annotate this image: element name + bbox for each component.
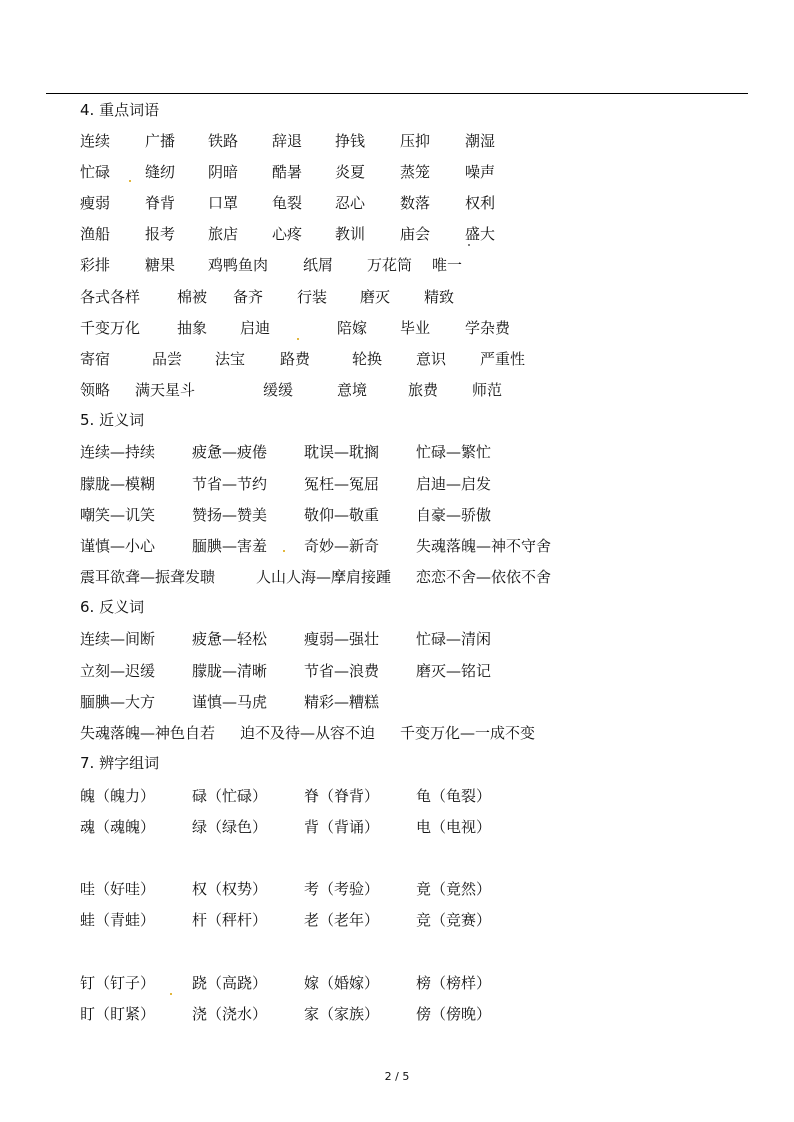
key-words-term: 潮湿 bbox=[465, 132, 496, 150]
key-words-term: 挣钱 bbox=[335, 132, 366, 150]
char-distinction-row bbox=[0, 972, 794, 994]
key-words-row bbox=[0, 223, 794, 245]
char-distinction-row bbox=[0, 816, 794, 838]
synonyms-term: 腼腆—害羞 bbox=[192, 537, 268, 555]
synonyms-term: 疲惫—疲倦 bbox=[192, 443, 268, 461]
synonyms-row bbox=[0, 473, 794, 495]
char-distinction-term: 背（背诵） bbox=[304, 818, 380, 836]
key-words-term: 旅店 bbox=[208, 225, 239, 243]
antonyms-term: 磨灭—铭记 bbox=[416, 662, 492, 680]
synonyms-term: 朦胧—模糊 bbox=[80, 475, 156, 493]
key-words-term: 轮换 bbox=[352, 350, 383, 368]
antonyms-term: 立刻—迟缓 bbox=[80, 662, 156, 680]
antonyms-term: 精彩—糟糕 bbox=[304, 693, 380, 711]
scan-speck bbox=[468, 244, 470, 246]
key-words-term: 毕业 bbox=[400, 319, 431, 337]
key-words-term: 蒸笼 bbox=[400, 163, 431, 181]
synonyms-term: 嘲笑—讥笑 bbox=[80, 506, 156, 524]
synonyms-term: 谨慎—小心 bbox=[80, 537, 156, 555]
synonyms-term: 冤枉—冤屈 bbox=[304, 475, 380, 493]
key-words-term: 备齐 bbox=[233, 288, 264, 306]
antonyms-row bbox=[0, 691, 794, 713]
key-words-term: 抽象 bbox=[177, 319, 208, 337]
key-words-term: 渔船 bbox=[80, 225, 111, 243]
char-distinction-term: 浇（浇水） bbox=[192, 1005, 268, 1023]
key-words-term: 瘦弱 bbox=[80, 194, 111, 212]
scan-speck bbox=[129, 180, 131, 182]
antonyms-row bbox=[0, 660, 794, 682]
key-words-term: 寄宿 bbox=[80, 350, 111, 368]
antonyms-row bbox=[0, 722, 794, 744]
page-number: 2 / 5 bbox=[384, 1070, 410, 1083]
key-words-term: 连续 bbox=[80, 132, 111, 150]
synonyms-row bbox=[0, 535, 794, 557]
key-words-term: 万花筒 bbox=[367, 256, 413, 274]
key-words-term: 磨灭 bbox=[360, 288, 391, 306]
char-distinction-term: 盯（盯紧） bbox=[80, 1005, 156, 1023]
key-words-row bbox=[0, 161, 794, 183]
synonyms-row bbox=[0, 504, 794, 526]
char-distinction-term: 考（考验） bbox=[304, 880, 380, 898]
char-distinction-term: 碌（忙碌） bbox=[192, 787, 268, 805]
char-distinction-term: 魄（魄力） bbox=[80, 787, 156, 805]
key-words-term: 酷暑 bbox=[272, 163, 303, 181]
key-words-term: 心疼 bbox=[272, 225, 303, 243]
heading-key-words: 4. 重点词语 bbox=[80, 101, 160, 119]
key-words-term: 满天星斗 bbox=[135, 381, 196, 399]
heading-synonyms: 5. 近义词 bbox=[80, 411, 145, 429]
key-words-term: 严重性 bbox=[480, 350, 526, 368]
antonyms-term: 疲惫—轻松 bbox=[192, 630, 268, 648]
scan-speck bbox=[297, 338, 299, 340]
key-words-term: 意识 bbox=[416, 350, 447, 368]
key-words-term: 千变万化 bbox=[80, 319, 141, 337]
key-words-term: 炎夏 bbox=[335, 163, 366, 181]
synonyms-term: 忙碌—繁忙 bbox=[416, 443, 492, 461]
key-words-term: 意境 bbox=[337, 381, 368, 399]
char-distinction-term: 脊（脊背） bbox=[304, 787, 380, 805]
key-words-term: 忍心 bbox=[335, 194, 366, 212]
key-words-term: 学杂费 bbox=[465, 319, 511, 337]
antonyms-term: 腼腆—大方 bbox=[80, 693, 156, 711]
key-words-term: 棉被 bbox=[177, 288, 208, 306]
synonyms-term: 连续—持续 bbox=[80, 443, 156, 461]
synonyms-term: 耽误—耽搁 bbox=[304, 443, 380, 461]
antonyms-term: 迫不及待—从容不迫 bbox=[240, 724, 376, 742]
key-words-row bbox=[0, 254, 794, 276]
char-distinction-term: 权（权势） bbox=[192, 880, 268, 898]
antonyms-term: 忙碌—清闲 bbox=[416, 630, 492, 648]
char-distinction-term: 钉（钉子） bbox=[80, 974, 156, 992]
scan-speck bbox=[283, 550, 285, 552]
key-words-term: 师范 bbox=[472, 381, 503, 399]
key-words-term: 龟裂 bbox=[272, 194, 303, 212]
char-distinction-term: 竟（竟然） bbox=[416, 880, 492, 898]
key-words-term: 领略 bbox=[80, 381, 111, 399]
key-words-term: 法宝 bbox=[215, 350, 246, 368]
antonyms-row bbox=[0, 628, 794, 650]
key-words-term: 广播 bbox=[145, 132, 176, 150]
antonyms-term: 节省—浪费 bbox=[304, 662, 380, 680]
char-distinction-term: 跷（高跷） bbox=[192, 974, 268, 992]
synonyms-term: 启迪—启发 bbox=[416, 475, 492, 493]
key-words-term: 路费 bbox=[280, 350, 311, 368]
antonyms-term: 千变万化—一成不变 bbox=[400, 724, 536, 742]
key-words-term: 阴暗 bbox=[208, 163, 239, 181]
key-words-row bbox=[0, 130, 794, 152]
antonyms-term: 失魂落魄—神色自若 bbox=[80, 724, 216, 742]
antonyms-term: 朦胧—清晰 bbox=[192, 662, 268, 680]
scan-speck bbox=[170, 993, 172, 995]
char-distinction-term: 魂（魂魄） bbox=[80, 818, 156, 836]
char-distinction-term: 龟（龟裂） bbox=[416, 787, 492, 805]
synonyms-row bbox=[0, 441, 794, 463]
key-words-row bbox=[0, 317, 794, 339]
key-words-term: 启迪 bbox=[240, 319, 271, 337]
key-words-term: 陪嫁 bbox=[337, 319, 368, 337]
char-distinction-term: 家（家族） bbox=[304, 1005, 380, 1023]
char-distinction-term: 傍（傍晚） bbox=[416, 1005, 492, 1023]
antonyms-term: 谨慎—马虎 bbox=[192, 693, 268, 711]
key-words-term: 唯一 bbox=[432, 256, 463, 274]
key-words-term: 报考 bbox=[145, 225, 176, 243]
synonyms-term: 失魂落魄—神不守舍 bbox=[416, 537, 552, 555]
char-distinction-term: 蛙（青蛙） bbox=[80, 911, 156, 929]
char-distinction-term: 哇（好哇） bbox=[80, 880, 156, 898]
key-words-term: 噪声 bbox=[465, 163, 496, 181]
antonyms-term: 瘦弱—强壮 bbox=[304, 630, 380, 648]
key-words-term: 品尝 bbox=[152, 350, 183, 368]
synonyms-term: 人山人海—摩肩接踵 bbox=[256, 568, 392, 586]
key-words-term: 盛大 bbox=[465, 225, 496, 243]
char-distinction-term: 嫁（婚嫁） bbox=[304, 974, 380, 992]
synonyms-row bbox=[0, 566, 794, 588]
char-distinction-term: 电（电视） bbox=[416, 818, 492, 836]
char-distinction-row bbox=[0, 1003, 794, 1025]
key-words-term: 各式各样 bbox=[80, 288, 141, 306]
synonyms-term: 恋恋不舍—依依不舍 bbox=[416, 568, 552, 586]
key-words-term: 纸屑 bbox=[303, 256, 334, 274]
heading-antonyms: 6. 反义词 bbox=[80, 598, 145, 616]
synonyms-term: 震耳欲聋—振聋发聩 bbox=[80, 568, 216, 586]
key-words-term: 脊背 bbox=[145, 194, 176, 212]
key-words-term: 彩排 bbox=[80, 256, 111, 274]
key-words-term: 压抑 bbox=[400, 132, 431, 150]
key-words-term: 缓缓 bbox=[263, 381, 294, 399]
char-distinction-row bbox=[0, 909, 794, 931]
key-words-term: 庙会 bbox=[400, 225, 431, 243]
key-words-row bbox=[0, 348, 794, 370]
key-words-term: 数落 bbox=[400, 194, 431, 212]
key-words-term: 鸡鸭鱼肉 bbox=[208, 256, 269, 274]
synonyms-term: 敬仰—敬重 bbox=[304, 506, 380, 524]
char-distinction-term: 竞（竞赛） bbox=[416, 911, 492, 929]
char-distinction-row bbox=[0, 785, 794, 807]
key-words-term: 教训 bbox=[335, 225, 366, 243]
antonyms-term: 连续—间断 bbox=[80, 630, 156, 648]
key-words-row bbox=[0, 286, 794, 308]
key-words-term: 精致 bbox=[424, 288, 455, 306]
char-distinction-term: 榜（榜样） bbox=[416, 974, 492, 992]
synonyms-term: 奇妙—新奇 bbox=[304, 537, 380, 555]
key-words-term: 行装 bbox=[297, 288, 328, 306]
key-words-term: 铁路 bbox=[208, 132, 239, 150]
key-words-row bbox=[0, 192, 794, 214]
key-words-term: 权利 bbox=[465, 194, 496, 212]
key-words-term: 糖果 bbox=[145, 256, 176, 274]
char-distinction-term: 绿（绿色） bbox=[192, 818, 268, 836]
key-words-row bbox=[0, 379, 794, 401]
heading-char-distinction: 7. 辨字组词 bbox=[80, 754, 160, 772]
char-distinction-term: 杆（秤杆） bbox=[192, 911, 268, 929]
synonyms-term: 赞扬—赞美 bbox=[192, 506, 268, 524]
key-words-term: 口罩 bbox=[208, 194, 239, 212]
key-words-term: 忙碌 bbox=[80, 163, 111, 181]
char-distinction-row bbox=[0, 878, 794, 900]
key-words-term: 缝纫 bbox=[145, 163, 176, 181]
synonyms-term: 节省—节约 bbox=[192, 475, 268, 493]
key-words-term: 辞退 bbox=[272, 132, 303, 150]
key-words-term: 旅费 bbox=[408, 381, 439, 399]
synonyms-term: 自豪—骄傲 bbox=[416, 506, 492, 524]
char-distinction-term: 老（老年） bbox=[304, 911, 380, 929]
